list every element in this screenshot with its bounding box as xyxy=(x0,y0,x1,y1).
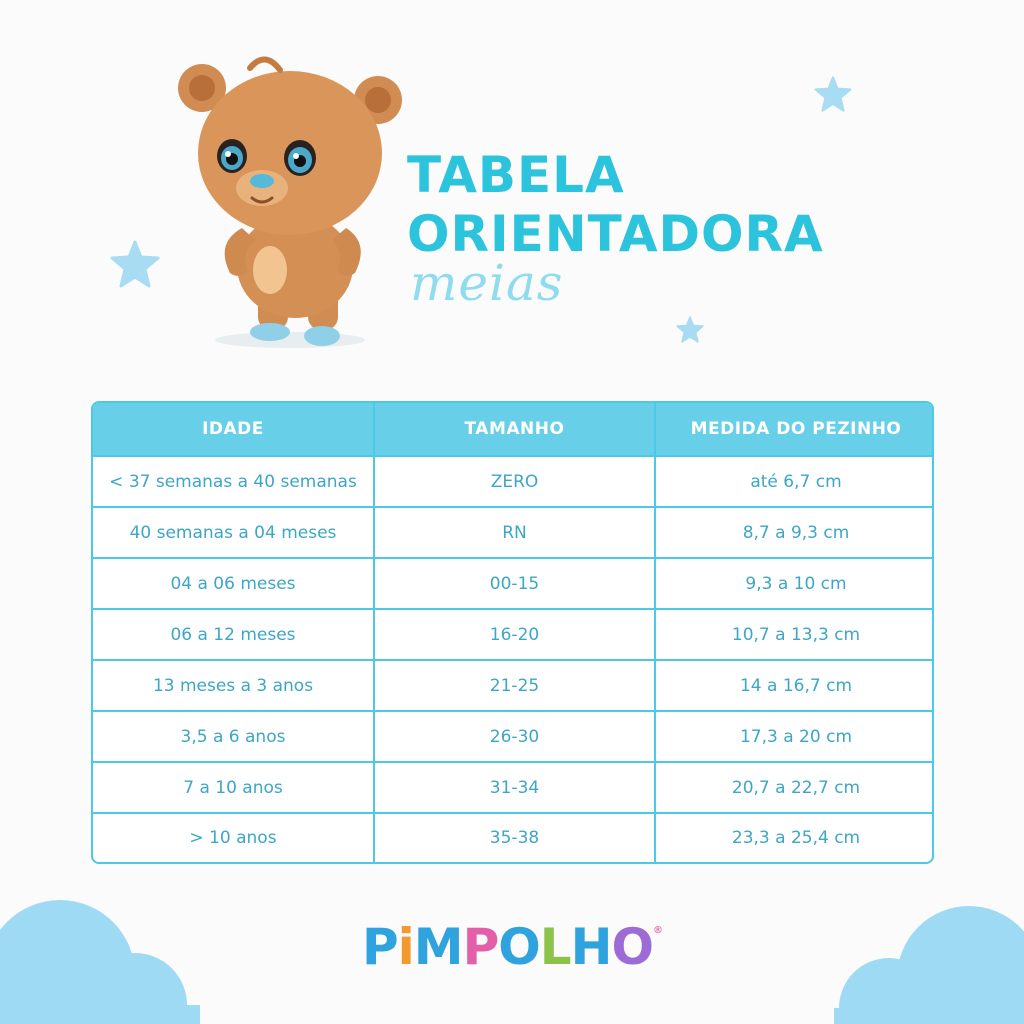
header-idade: IDADE xyxy=(93,403,374,456)
brand-logo xyxy=(0,918,1024,976)
subtitle: meias xyxy=(410,254,564,312)
cell-tamanho: 26-30 xyxy=(374,711,655,762)
star-icon xyxy=(814,76,852,112)
cell-medida: até 6,7 cm xyxy=(655,456,934,507)
logo-letter: O xyxy=(498,918,540,976)
size-table xyxy=(91,401,934,864)
cell-medida: 17,3 a 20 cm xyxy=(655,711,934,762)
cell-idade: 13 meses a 3 anos xyxy=(93,660,374,711)
logo-letter: L xyxy=(539,918,571,976)
star-icon xyxy=(110,240,160,288)
title-line-1: TABELA xyxy=(407,146,625,204)
cell-medida: 8,7 a 9,3 cm xyxy=(655,507,934,558)
bear-mascot xyxy=(170,48,415,353)
table-row xyxy=(93,609,934,660)
cell-idade: 40 semanas a 04 meses xyxy=(93,507,374,558)
cell-tamanho: 35-38 xyxy=(374,813,655,862)
cell-idade: 3,5 a 6 anos xyxy=(93,711,374,762)
title-line-2: ORIENTADORA xyxy=(407,205,824,263)
cell-medida: 20,7 a 22,7 cm xyxy=(655,762,934,813)
logo-letter: O xyxy=(611,918,653,976)
table-row xyxy=(93,762,934,813)
table-row xyxy=(93,507,934,558)
cell-idade: < 37 semanas a 40 semanas xyxy=(93,456,374,507)
logo-letter: H xyxy=(570,918,612,976)
header-medida: MEDIDA DO PEZINHO xyxy=(655,403,934,456)
table-header-row xyxy=(93,403,934,456)
cell-tamanho: ZERO xyxy=(374,456,655,507)
table-row xyxy=(93,558,934,609)
cell-idade: > 10 anos xyxy=(93,813,374,862)
cell-medida: 14 a 16,7 cm xyxy=(655,660,934,711)
cell-idade: 04 a 06 meses xyxy=(93,558,374,609)
cell-tamanho: 31-34 xyxy=(374,762,655,813)
table-row xyxy=(93,456,934,507)
cell-tamanho: 16-20 xyxy=(374,609,655,660)
table-row xyxy=(93,711,934,762)
registered-mark: ® xyxy=(652,925,662,936)
logo-letter: P xyxy=(362,918,398,976)
cell-medida: 10,7 a 13,3 cm xyxy=(655,609,934,660)
cell-medida: 9,3 a 10 cm xyxy=(655,558,934,609)
table-row xyxy=(93,813,934,862)
cell-idade: 7 a 10 anos xyxy=(93,762,374,813)
logo-letter: P xyxy=(462,918,499,976)
star-icon xyxy=(676,316,704,343)
cell-idade: 06 a 12 meses xyxy=(93,609,374,660)
logo-letter: i xyxy=(397,918,414,976)
cell-medida: 23,3 a 25,4 cm xyxy=(655,813,934,862)
logo-letter: M xyxy=(413,918,463,976)
cell-tamanho: RN xyxy=(374,507,655,558)
cell-tamanho: 21-25 xyxy=(374,660,655,711)
table-row xyxy=(93,660,934,711)
cell-tamanho: 00-15 xyxy=(374,558,655,609)
header-tamanho: TAMANHO xyxy=(374,403,655,456)
